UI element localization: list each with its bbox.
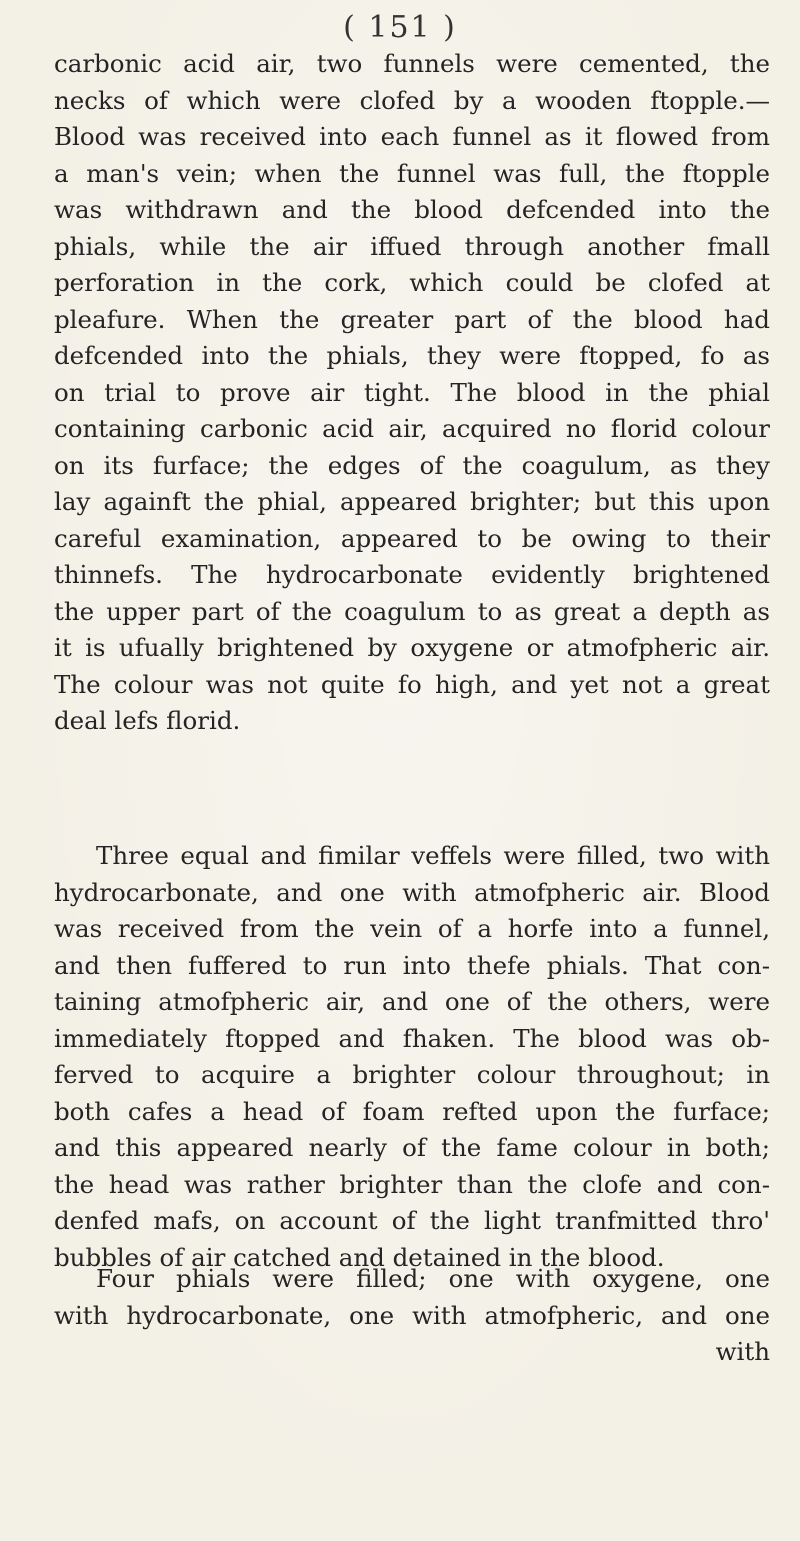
text-line: containing carbonic acid air, acquired no florid colour	[54, 414, 770, 443]
text-line: bubbles of air catched and detained in the blood.	[54, 1242, 665, 1272]
paragraph-3	[54, 1261, 770, 1371]
page-number: ( 151 )	[343, 10, 457, 45]
text-line: the head was rather brighter than the clofe and con-	[54, 1169, 770, 1199]
text-line: hydrocarbonate, and one with atmofpheric air. Blood	[54, 877, 770, 907]
text-line: thinnefs. The hydrocarbonate evidently brightened	[54, 560, 770, 589]
text-line: immediately ftopped and fhaken. The blood was ob-	[54, 1023, 770, 1053]
text-line: the upper part of the coagulum to as great a depth as	[54, 596, 770, 626]
text-line: with hydrocarbonate, one with atmofpheric, and one	[54, 1300, 770, 1330]
text-line: was received from the vein of a horfe into a funnel,	[54, 914, 770, 943]
text-line: was withdrawn and the blood defcended into the	[54, 195, 770, 224]
text-line: taining atmofpheric air, and one of the others, were	[54, 987, 770, 1016]
text-line: it is ufually brightened by oxygene or atmofpheric air.	[54, 633, 770, 662]
text-line: necks of which were clofed by a wooden ftopple.—	[54, 85, 770, 115]
text-line: with	[715, 1337, 770, 1366]
text-line: deal lefs florid.	[54, 706, 241, 735]
text-line: carbonic acid air, two funnels were cemented, the	[54, 49, 770, 78]
text-line: both cafes a head of foam refted upon the furface;	[54, 1096, 770, 1126]
paragraph-2	[54, 838, 770, 1276]
text-line: ferved to acquire a brighter colour throughout; in	[54, 1060, 770, 1089]
text-line: perforation in the cork, which could be clofed at	[54, 268, 770, 297]
text-line: The colour was not quite fo high, and yet not a great	[54, 669, 770, 699]
text-line: Four phials were filled; one with oxygene, one	[96, 1264, 770, 1293]
text-line: Blood was received into each funnel as it flowed from	[54, 122, 770, 151]
text-line: Three equal and fimilar veffels were filled, two with	[96, 841, 770, 870]
text-line: on trial to prove air tight. The blood in the phial	[54, 377, 770, 407]
paragraph-1	[54, 46, 770, 740]
text-line: defcended into the phials, they were ftopped, fo as	[54, 341, 770, 370]
text-line: phials, while the air iffued through another fmall	[54, 231, 770, 261]
text-line: denfed mafs, on account of the light tranfmitted thro'	[54, 1206, 770, 1235]
text-line: and then fuffered to run into thefe phials. That con-	[54, 950, 770, 980]
text-line: careful examination, appeared to be owing to their	[54, 523, 770, 553]
text-line: pleafure. When the greater part of the blood had	[54, 304, 770, 334]
text-line: on its furface; the edges of the coagulum, as they	[54, 450, 770, 480]
text-line: a man's vein; when the funnel was full, the ftopple	[54, 158, 770, 188]
text-line: and this appeared nearly of the fame colour in both;	[54, 1133, 770, 1162]
text-line: lay againft the phial, appeared brighter; but this upon	[54, 487, 770, 516]
